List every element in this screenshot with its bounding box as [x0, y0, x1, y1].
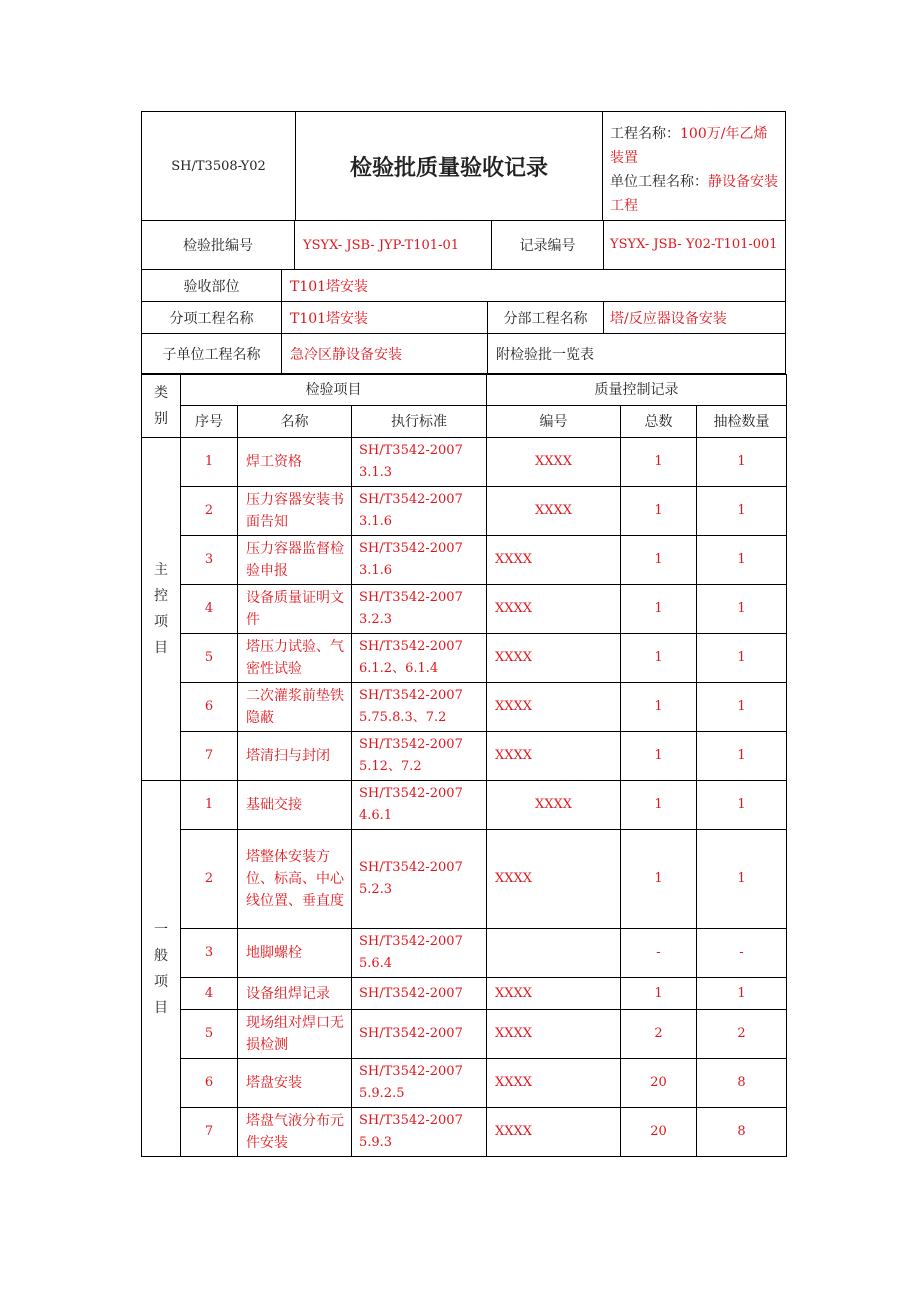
item-seq: 2 — [181, 487, 238, 536]
item-name: 塔压力试验、气密性试验 — [238, 634, 352, 683]
item-number: XXXX — [487, 781, 621, 830]
item-sampled: 1 — [697, 536, 787, 585]
item-name: 塔盘气液分布元件安装 — [238, 1108, 352, 1157]
item-number: XXXX — [487, 634, 621, 683]
project-name-value: 100万/年乙烯装置 — [610, 126, 768, 166]
item-sampled: 1 — [697, 487, 787, 536]
form-title: 检验批质量验收记录 — [296, 112, 603, 220]
item-standard: SH/T3542-2007 5.9.2.5 — [352, 1059, 487, 1108]
table-row — [142, 438, 787, 487]
unit-name-value: 静设备安装工程 — [610, 174, 778, 214]
item-name: 塔盘安装 — [238, 1059, 352, 1108]
item-sampled: 1 — [697, 438, 787, 487]
item-number: XXXX — [487, 830, 621, 929]
item-sampled: 1 — [697, 585, 787, 634]
item-standard: SH/T3542-2007 3.1.6 — [352, 536, 487, 585]
record-no-value: YSYX- JSB- Y02-T101-001 — [610, 237, 778, 252]
batch-no-label: 检验批编号 — [142, 221, 295, 269]
item-total: 1 — [621, 487, 697, 536]
item-total: 20 — [621, 1108, 697, 1157]
attach-label: 附检验批一览表 — [496, 346, 594, 363]
item-total: - — [621, 929, 697, 978]
item-standard: SH/T3542-2007 3.1.3 — [352, 438, 487, 487]
item-number: XXXX — [487, 732, 621, 781]
standard-header: 执行标准 — [352, 406, 487, 438]
table-row — [142, 1059, 787, 1108]
item-name: 压力容器监督检验申报 — [238, 536, 352, 585]
form-code: SH/T3508-Y02 — [142, 112, 296, 220]
subitem-value: T101塔安装 — [282, 302, 488, 333]
general-items-label: 一 般 项 目 — [142, 781, 181, 1157]
item-seq: 6 — [181, 683, 238, 732]
table-row — [142, 732, 787, 781]
main-control-label: 主 控 项 目 — [142, 438, 181, 781]
category-header: 类 别 — [142, 375, 181, 438]
item-name: 设备组焊记录 — [238, 978, 352, 1010]
item-total: 1 — [621, 781, 697, 830]
project-name-label: 工程名称： — [610, 126, 680, 142]
item-sampled: 8 — [697, 1108, 787, 1157]
item-total: 1 — [621, 683, 697, 732]
item-seq: 7 — [181, 732, 238, 781]
item-standard: SH/T3542-2007 5.75.8.3、7.2 — [352, 683, 487, 732]
item-sampled: 1 — [697, 683, 787, 732]
item-sampled: 1 — [697, 830, 787, 929]
item-seq: 1 — [181, 438, 238, 487]
batch-no-value: YSYX- JSB- JYP-T101-01 — [295, 221, 492, 269]
item-total: 1 — [621, 536, 697, 585]
item-total: 20 — [621, 1059, 697, 1108]
item-standard: SH/T3542-2007 — [352, 978, 487, 1010]
item-total: 1 — [621, 830, 697, 929]
item-standard: SH/T3542-2007 5.12、7.2 — [352, 732, 487, 781]
item-seq: 5 — [181, 634, 238, 683]
main-control-section — [142, 438, 787, 781]
item-number: XXXX — [487, 585, 621, 634]
item-name: 塔清扫与封闭 — [238, 732, 352, 781]
item-total: 1 — [621, 732, 697, 781]
name-header: 名称 — [238, 406, 352, 438]
item-standard: SH/T3542-2007 — [352, 1010, 487, 1059]
item-seq: 4 — [181, 978, 238, 1010]
subitem-row — [141, 302, 786, 334]
item-seq: 3 — [181, 536, 238, 585]
item-total: 2 — [621, 1010, 697, 1059]
project-info — [603, 112, 785, 220]
form-header — [141, 111, 786, 221]
item-sampled: - — [697, 929, 787, 978]
item-total: 1 — [621, 585, 697, 634]
item-standard: SH/T3542-2007 4.6.1 — [352, 781, 487, 830]
sampled-header: 抽检数量 — [697, 406, 787, 438]
table-row — [142, 585, 787, 634]
table-row — [142, 1010, 787, 1059]
table-row — [142, 634, 787, 683]
subunit-label: 子单位工程名称 — [142, 334, 282, 373]
item-number: XXXX — [487, 438, 621, 487]
item-name: 塔整体安装方位、标高、中心线位置、垂直度 — [238, 830, 352, 929]
item-standard: SH/T3542-2007 5.2.3 — [352, 830, 487, 929]
item-total: 1 — [621, 438, 697, 487]
item-standard: SH/T3542-2007 6.1.2、6.1.4 — [352, 634, 487, 683]
item-total: 1 — [621, 978, 697, 1010]
item-seq: 6 — [181, 1059, 238, 1108]
item-standard: SH/T3542-2007 3.1.6 — [352, 487, 487, 536]
number-header: 编号 — [487, 406, 621, 438]
item-name: 地脚螺栓 — [238, 929, 352, 978]
item-sampled: 1 — [697, 978, 787, 1010]
item-name: 基础交接 — [238, 781, 352, 830]
item-sampled: 8 — [697, 1059, 787, 1108]
item-total: 1 — [621, 634, 697, 683]
division-value: 塔/反应器设备安装 — [610, 310, 727, 327]
table-row — [142, 830, 787, 929]
batch-number-row — [141, 221, 786, 270]
inspection-record-form — [141, 111, 786, 1157]
item-sampled: 1 — [697, 732, 787, 781]
table-row — [142, 536, 787, 585]
table-row — [142, 1108, 787, 1157]
seq-header: 序号 — [181, 406, 238, 438]
record-no-label: 记录编号 — [492, 221, 604, 269]
inspection-items-table — [141, 374, 787, 1157]
subunit-value: 急冷区静设备安装 — [282, 334, 488, 373]
table-row — [142, 781, 787, 830]
item-seq: 3 — [181, 929, 238, 978]
item-number: XXXX — [487, 683, 621, 732]
item-number — [487, 929, 621, 978]
subitem-label: 分项工程名称 — [142, 302, 282, 333]
item-number: XXXX — [487, 1108, 621, 1157]
item-seq: 7 — [181, 1108, 238, 1157]
item-number: XXXX — [487, 978, 621, 1010]
inspect-items-header: 检验项目 — [181, 375, 487, 406]
item-sampled: 1 — [697, 781, 787, 830]
item-name: 焊工资格 — [238, 438, 352, 487]
unit-name-label: 单位工程名称： — [610, 174, 708, 190]
item-seq: 5 — [181, 1010, 238, 1059]
item-standard: SH/T3542-2007 5.9.3 — [352, 1108, 487, 1157]
table-row — [142, 487, 787, 536]
item-number: XXXX — [487, 487, 621, 536]
item-seq: 1 — [181, 781, 238, 830]
location-label: 验收部位 — [142, 270, 282, 301]
quality-records-header: 质量控制记录 — [487, 375, 787, 406]
table-row — [142, 683, 787, 732]
division-label: 分部工程名称 — [488, 302, 604, 333]
general-section — [142, 781, 787, 1157]
item-seq: 4 — [181, 585, 238, 634]
item-name: 压力容器安装书面告知 — [238, 487, 352, 536]
item-sampled: 1 — [697, 634, 787, 683]
item-number: XXXX — [487, 536, 621, 585]
table-row — [142, 929, 787, 978]
item-name: 二次灌浆前垫铁隐蔽 — [238, 683, 352, 732]
item-standard: SH/T3542-2007 5.6.4 — [352, 929, 487, 978]
table-row — [142, 978, 787, 1010]
subunit-row — [141, 334, 786, 374]
item-sampled: 2 — [697, 1010, 787, 1059]
item-number: XXXX — [487, 1059, 621, 1108]
item-number: XXXX — [487, 1010, 621, 1059]
location-value: T101塔安装 — [290, 278, 369, 295]
item-seq: 2 — [181, 830, 238, 929]
item-name: 设备质量证明文件 — [238, 585, 352, 634]
total-header: 总数 — [621, 406, 697, 438]
item-name: 现场组对焊口无损检测 — [238, 1010, 352, 1059]
item-standard: SH/T3542-2007 3.2.3 — [352, 585, 487, 634]
location-row — [141, 270, 786, 302]
